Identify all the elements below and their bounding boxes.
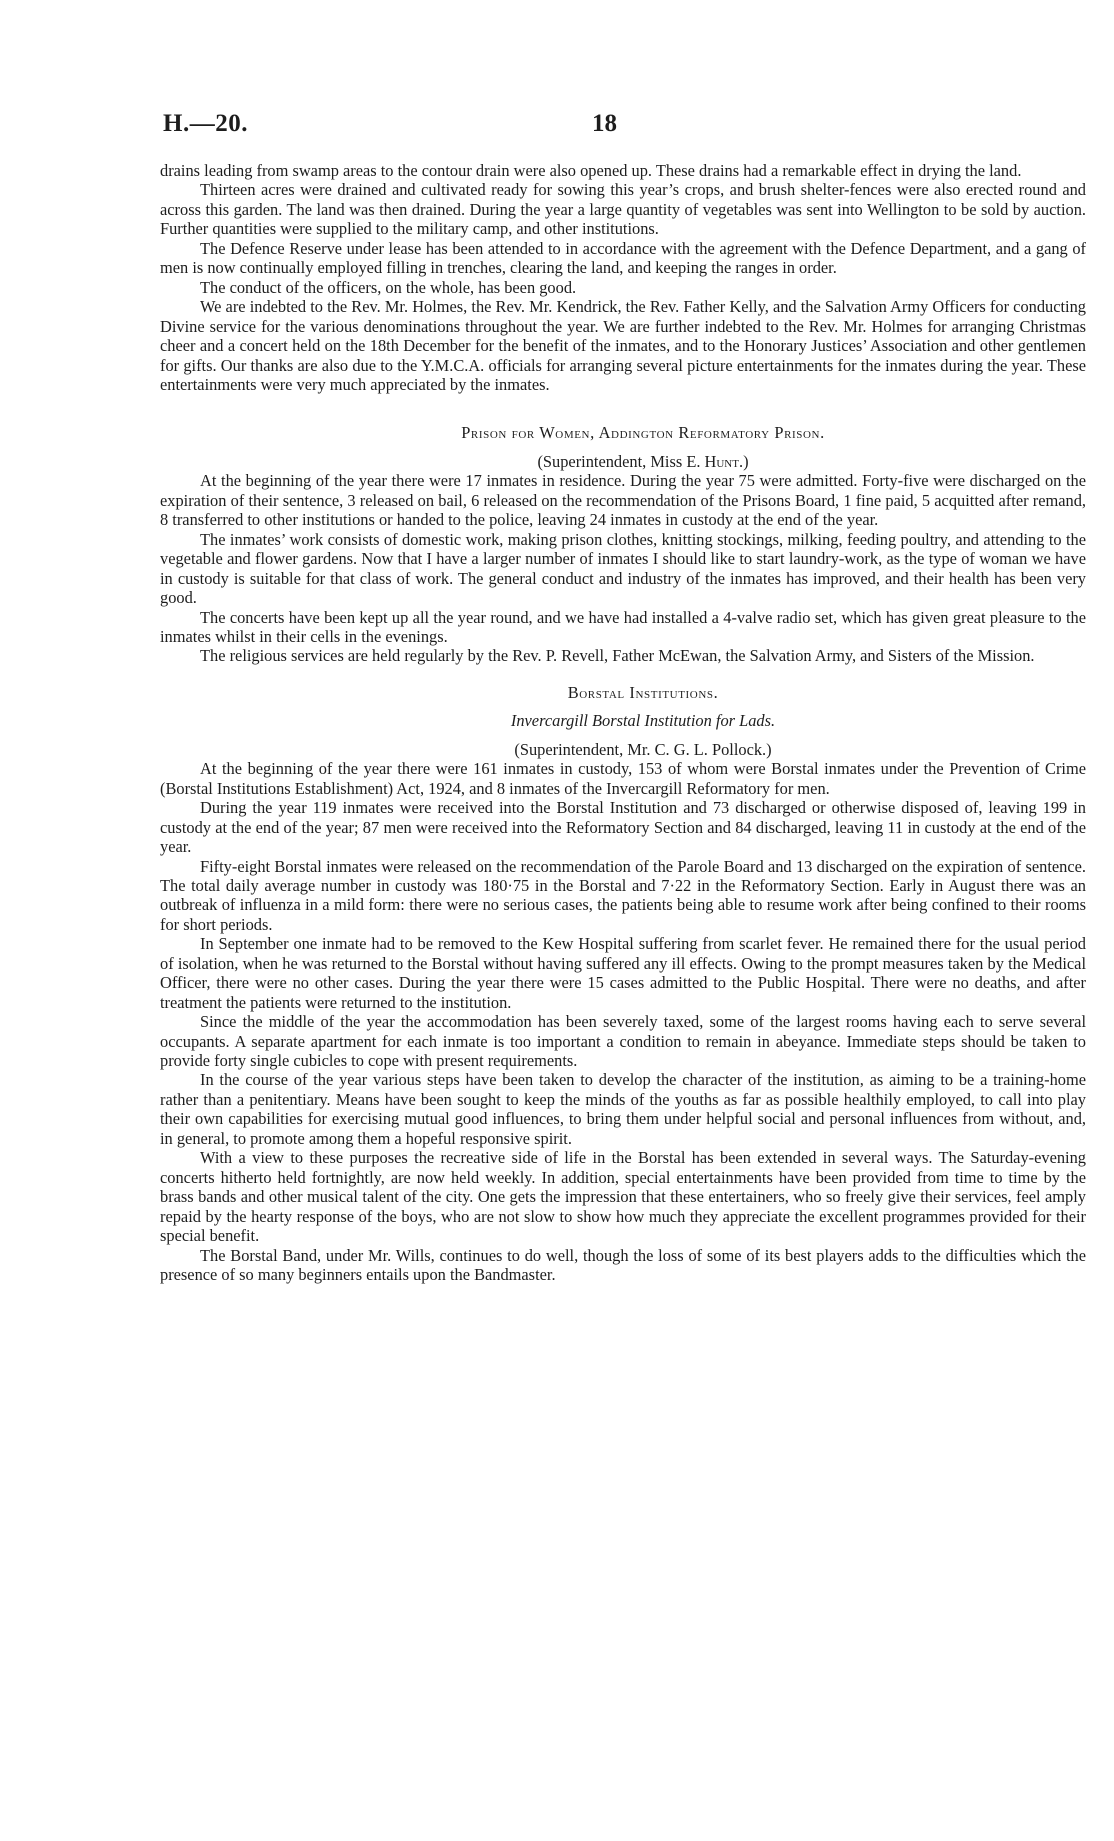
section-prison-for-women (160, 423, 1086, 665)
paragraph: Thirteen acres were drained and cultivated ready for sowing this year’s crops, and brush shelter-fences were also erected round and across this garden. The land was then drained. During the year a large quantity of vegetables was sent into Wellington to be sold by auction. Further quantities were supplied to the military camp, and other institutions. (160, 180, 1086, 239)
paragraph: drains leading from swamp areas to the contour drain were also opened up. These drains had a remarkable effect in drying the land. (160, 161, 1022, 180)
paragraph: In the course of the year various steps have been taken to develop the character of the institution, as aiming to be a training-home rather than a penitentiary. Means have been sought to keep the minds of the youths as far as possible healthily employed, to call into play their own capabilities for exercising mutual good influences, to bring them under helpful social and personal influences from without, and, in general, to promote among them a hopeful responsive spirit. (160, 1070, 1086, 1148)
paragraph: We are indebted to the Rev. Mr. Holmes, the Rev. Mr. Kendrick, the Rev. Father Kelly, and the Salvation Army Officers for conducting Divine service for the various denominations throughout the year. We are further indebted to the Rev. Mr. Holmes for arranging Christmas cheer and a concert held on the 18th December for the benefit of the inmates, and to the Honorary Justices’ Association and other gentlemen for gifts. Our thanks are also due to the Y.M.C.A. officials for arranging several picture entertainments for the inmates during the year. These entertainments were very much appreciated by the inmates. (160, 297, 1086, 394)
paragraph: With a view to these purposes the recreative side of life in the Borstal has been extended in several ways. The Saturday-evening concerts hitherto held fortnightly, are now held weekly. In addition, special entertainments have been provided from time to time by the brass bands and other musical talent of the city. One gets the impression that these entertainers, who so freely give their services, feel amply repaid by the hearty response of the boys, who are not slow to show how much they appreciate the excellent programmes provided for their special benefit. (160, 1148, 1086, 1246)
paragraph: Fifty-eight Borstal inmates were released on the recommendation of the Parole Board and 13 discharged on the expiration of sentence. The total daily average number in custody was 180·75 in the Borstal and 7·22 in the Reformatory Section. Early in August there was an outbreak of influenza in a mild form: there were no serious cases, the patients being able to resume work after being confined to their rooms for short periods. (160, 856, 1086, 934)
paragraph: Since the middle of the year the accommodation has been severely taxed, some of the largest rooms having each to serve several occupants. A separate apartment for each inmate is too important a condition to remain in abeyance. Immediate steps should be taken to provide forty single cubicles to cope with present requirements. (160, 1012, 1086, 1071)
paragraph: The concerts have been kept up all the year round, and we have had installed a 4-valve radio set, which has given great pleasure to the inmates whilst in their cells in the evenings. (160, 607, 1086, 646)
paragraph: At the beginning of the year there were 17 inmates in residence. During the year 75 were admitted. Forty-five were discharged on the expiration of their sentence, 3 released on bail, 6 released on the recommendation of the Prisons Board, 1 fine paid, 5 acquitted after remand, 8 transferred to other institutions or handed to the police, leaving 24 inmates in custody at the end of the year. (160, 471, 1086, 530)
paragraph: In September one inmate had to be removed to the Kew Hospital suffering from scarlet fever. He remained there for the usual period of isolation, when he was returned to the Borstal without having suffered any ill effects. Owing to the prompt measures taken by the Medical Officer, there were no other cases. During the year there were 15 cases admitted to the Public Hospital. There were no deaths, and after treatment the patients were returned to the institution. (160, 934, 1086, 1012)
section-mount-crawford-continued (160, 161, 1086, 394)
paragraph: At the beginning of the year there were 161 inmates in custody, 153 of whom were Borstal inmates under the Prevention of Crime (Borstal Institutions Establishment) Act, 1924, and 8 inmates of the Invercargill Reformatory for men. (160, 759, 1086, 798)
section-borstal-institutions (160, 683, 1086, 1285)
superintendent-name: Hunt (704, 451, 739, 471)
superintendent-prefix: (Superintendent, Miss E. (537, 451, 705, 471)
page-number: 18 (592, 110, 617, 137)
paragraph: The inmates’ work consists of domestic work, making prison clothes, knitting stockings, milking, feeding poultry, and attending to the vegetable and flower gardens. Now that I have a larger number of inmates I should like to start laundry-work, as the type of woman we have in custody is suitable for that class of work. The general conduct and industry of the inmates has improved, and their health has been very good. (160, 529, 1086, 608)
section-subheading: Invercargill Borstal Institution for Lads. (510, 711, 776, 731)
superintendent-suffix: .) (738, 451, 749, 471)
report-reference: H.—20. (163, 110, 248, 137)
paragraph: The Defence Reserve under lease has been attended to in accordance with the agreement with the Defence Department, and a gang of men is now continually employed filling in trenches, clearing the land, and keeping the ranges in order. (160, 238, 1086, 278)
superintendent-line (160, 452, 1086, 471)
paragraph: During the year 119 inmates were received into the Borstal Institution and 73 discharged or otherwise disposed of, leaving 199 in custody at the end of the year; 87 men were received into the Reformatory Section and 84 discharged, leaving 11 in custody at the end of the year. (160, 798, 1086, 857)
paragraph: The conduct of the officers, on the whole, has been good. (200, 277, 577, 297)
section-heading: Prison for Women, Addington Reformatory Prison. (461, 423, 825, 443)
superintendent-line: (Superintendent, Mr. C. G. L. Pollock.) (514, 739, 772, 759)
page-body (160, 161, 1086, 1284)
section-heading: Borstal Institutions. (567, 682, 719, 702)
paragraph: The Borstal Band, under Mr. Wills, continues to do well, though the loss of some of its best players adds to the difficulties which the presence of so many beginners entails upon the Bandmaster. (160, 1245, 1086, 1285)
paragraph: The religious services are held regularly by the Rev. P. Revell, Father McEwan, the Salvation Army, and Sisters of the Mission. (200, 646, 1035, 666)
